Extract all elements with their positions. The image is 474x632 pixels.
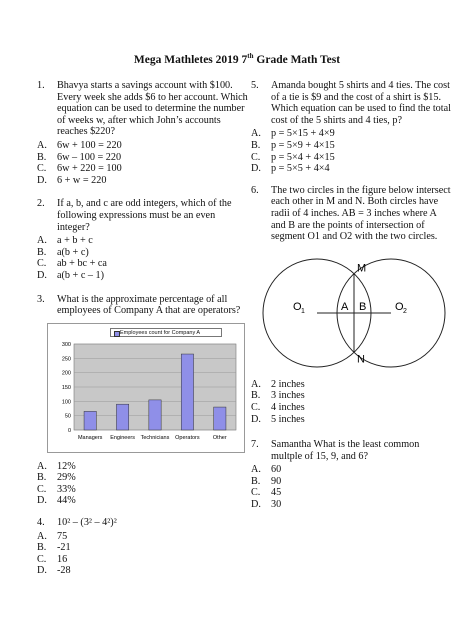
question-1-prompt <box>37 80 249 138</box>
spacer <box>251 175 451 185</box>
answer-option[interactable] <box>37 247 249 259</box>
option-letter: D. <box>37 565 47 577</box>
option-text: 6w + 100 = 220 <box>57 139 122 151</box>
x-tick-label: Technicians <box>140 434 170 441</box>
title-end: Grade Math Test <box>253 54 341 66</box>
answer-option[interactable] <box>37 258 249 270</box>
spacer <box>37 186 249 198</box>
option-text: 2 inches <box>271 378 305 390</box>
option-letter: B. <box>37 151 47 163</box>
option-text: ab + bc + ca <box>57 258 107 270</box>
option-letter: C. <box>251 487 261 499</box>
answer-option[interactable] <box>37 484 249 496</box>
spacer <box>251 511 451 525</box>
x-tick-label: Engineers <box>110 434 135 441</box>
answer-option[interactable] <box>251 487 451 499</box>
option-text: p = 5×4 + 4×15 <box>271 151 335 163</box>
option-letter: C. <box>251 401 261 413</box>
bar-chart <box>47 323 245 453</box>
label-n: N <box>357 353 365 366</box>
question-text: If a, b, and c are odd integers, which of the following expressions must be an even integer? <box>57 198 232 233</box>
answer-options <box>251 379 451 425</box>
question-3 <box>37 294 249 317</box>
question-text: Bhavya starts a savings account with $100. Every week she adds $6 to her account. Which equation can be used to determine the number of weeks w, after which John’s accounts reaches $220? <box>57 80 248 138</box>
title-superscript: th <box>247 52 254 61</box>
option-letter: A. <box>251 128 261 140</box>
question-number: 4. <box>37 517 45 529</box>
option-letter: C. <box>37 258 47 270</box>
bar-operators <box>181 354 193 430</box>
option-letter: B. <box>251 475 261 487</box>
option-letter: A. <box>37 235 47 247</box>
question-expression: 10² – (3² – 4²)² <box>57 517 117 529</box>
intersecting-circles-figure <box>251 249 451 373</box>
answer-option[interactable] <box>37 235 249 247</box>
y-tick-label: 100 <box>61 399 71 406</box>
answer-option[interactable] <box>37 554 249 566</box>
question-text: The two circles in the figure below intersect each other in M and N. Both circles have radii of 4 inches. AB = 3 inches where A and B are the points of intersection of segment O1 and O2 with the two circles. <box>271 184 451 243</box>
x-tick-label: Operators <box>175 434 200 441</box>
question-7 <box>251 439 451 462</box>
bar-technicians <box>149 400 161 430</box>
y-tick-label: 150 <box>61 384 71 391</box>
option-text: 45 <box>271 487 282 499</box>
bar-managers <box>84 411 96 430</box>
option-text: 60 <box>271 464 282 476</box>
question-number: 7. <box>251 439 259 451</box>
spacer <box>37 453 249 459</box>
answer-option[interactable] <box>37 531 249 543</box>
question-text: Samantha What is the least common multple of 15, 9, and 6? <box>271 439 420 462</box>
answer-option[interactable] <box>251 379 451 391</box>
option-text: 44% <box>57 495 76 507</box>
question-6-prompt <box>251 185 451 243</box>
answer-option[interactable] <box>37 140 249 152</box>
option-letter: D. <box>37 269 47 281</box>
bar-other <box>214 407 226 430</box>
option-text: p = 5×9 + 4×15 <box>271 139 335 151</box>
answer-option[interactable] <box>251 152 451 164</box>
option-text: p = 5×5 + 4×4 <box>271 163 330 175</box>
question-4 <box>37 517 249 529</box>
question-number: 2. <box>37 198 45 210</box>
legend-label: Employees count for Company A <box>120 329 201 336</box>
answer-option[interactable] <box>37 542 249 554</box>
option-letter: C. <box>251 151 261 163</box>
option-text: 6 + w = 220 <box>57 174 107 186</box>
answer-option[interactable] <box>251 128 451 140</box>
option-text: 4 inches <box>271 401 305 413</box>
option-text: a + b + c <box>57 235 93 247</box>
question-6 <box>251 185 451 243</box>
page-title <box>0 54 474 66</box>
answer-option[interactable] <box>251 414 451 426</box>
label-a: A <box>341 300 349 313</box>
right-column <box>251 80 451 525</box>
answer-options <box>37 235 249 281</box>
y-tick-label: 200 <box>61 370 71 377</box>
option-text: 6w + 220 = 100 <box>57 163 122 175</box>
y-tick-label: 0 <box>67 427 71 434</box>
label-o1-subscript: 1 <box>301 307 305 315</box>
option-letter: D. <box>37 495 47 507</box>
spacer <box>251 373 451 377</box>
option-letter: A. <box>251 464 261 476</box>
question-2 <box>37 198 249 233</box>
question-number: 1. <box>37 80 45 91</box>
option-text: 5 inches <box>271 413 305 425</box>
left-column <box>37 80 249 577</box>
chart-plot <box>48 324 244 452</box>
answer-option[interactable] <box>37 472 249 484</box>
option-text: 30 <box>271 499 282 511</box>
question-2-prompt <box>37 198 249 233</box>
option-text: 90 <box>271 475 282 487</box>
option-text: 6w – 100 = 220 <box>57 151 122 163</box>
label-o1: O <box>293 300 302 313</box>
option-text: p = 5×15 + 4×9 <box>271 128 335 140</box>
answer-options <box>37 531 249 577</box>
answer-option[interactable] <box>37 175 249 187</box>
option-letter: B. <box>37 542 47 554</box>
question-5-prompt <box>251 80 451 126</box>
option-text: -21 <box>57 542 71 554</box>
y-tick-label: 250 <box>61 356 71 363</box>
option-text: 12% <box>57 460 76 472</box>
answer-option[interactable] <box>251 140 451 152</box>
label-o2-subscript: 2 <box>403 307 407 315</box>
question-1 <box>37 80 249 138</box>
x-tick-label: Managers <box>77 434 103 441</box>
option-letter: D. <box>37 174 47 186</box>
spacer <box>37 282 249 294</box>
option-letter: A. <box>37 530 47 542</box>
option-letter: A. <box>37 139 47 151</box>
question-text: What is the approximate percentage of all employees of Company A that are operators? <box>57 293 241 317</box>
question-7-prompt <box>251 439 451 462</box>
answer-option[interactable] <box>37 270 249 282</box>
option-text: 16 <box>57 553 68 565</box>
answer-option[interactable] <box>251 402 451 414</box>
option-text: a(b + c) <box>57 246 89 258</box>
spacer <box>251 425 451 439</box>
question-number: 6. <box>251 184 259 196</box>
answer-option[interactable] <box>251 476 451 488</box>
x-tick-label: Other <box>212 434 227 441</box>
option-text: 33% <box>57 483 76 495</box>
title-main: Mega Mathletes 2019 7 <box>133 54 248 66</box>
answer-option[interactable] <box>37 565 249 577</box>
answer-options <box>251 128 451 174</box>
label-b: B <box>359 300 367 313</box>
option-text: 3 inches <box>271 390 305 402</box>
answer-option[interactable] <box>251 464 451 476</box>
answer-option[interactable] <box>37 163 249 175</box>
answer-option[interactable] <box>251 390 451 402</box>
answer-options <box>37 461 249 507</box>
option-letter: B. <box>37 246 47 258</box>
answer-options <box>251 464 451 510</box>
label-o2: O <box>395 300 404 313</box>
question-3-prompt <box>37 294 249 317</box>
option-letter: B. <box>37 472 47 484</box>
answer-option[interactable] <box>37 495 249 507</box>
y-tick-label: 50 <box>64 413 71 420</box>
question-5 <box>251 80 451 126</box>
question-number: 3. <box>37 293 45 305</box>
option-letter: C. <box>37 483 47 495</box>
option-text: 29% <box>57 472 76 484</box>
answer-option[interactable] <box>37 461 249 473</box>
option-letter: C. <box>37 553 47 565</box>
label-m: M <box>357 262 367 275</box>
option-letter: C. <box>37 163 47 175</box>
option-letter: D. <box>251 163 261 175</box>
option-letter: D. <box>251 413 261 425</box>
bar-engineers <box>116 404 128 430</box>
option-letter: A. <box>251 378 261 390</box>
option-letter: A. <box>37 460 47 472</box>
answer-option[interactable] <box>37 152 249 164</box>
answer-options <box>37 140 249 186</box>
option-text: 75 <box>57 530 68 542</box>
answer-option[interactable] <box>251 499 451 511</box>
option-letter: D. <box>251 499 261 511</box>
question-number: 5. <box>251 80 259 91</box>
question-text: Amanda bought 5 shirts and 4 ties. The cost of a tie is $9 and the cost of a shirt is $15. Which equation can be used to find the total cost of the 5 shirts and 4 ties, p? <box>271 80 451 126</box>
option-letter: B. <box>251 139 261 151</box>
y-tick-label: 300 <box>61 341 71 348</box>
option-text: -28 <box>57 565 71 577</box>
question-4-prompt <box>37 517 249 529</box>
spacer <box>37 507 249 517</box>
option-letter: B. <box>251 390 261 402</box>
answer-option[interactable] <box>251 163 451 175</box>
option-text: a(b + c – 1) <box>57 269 105 281</box>
